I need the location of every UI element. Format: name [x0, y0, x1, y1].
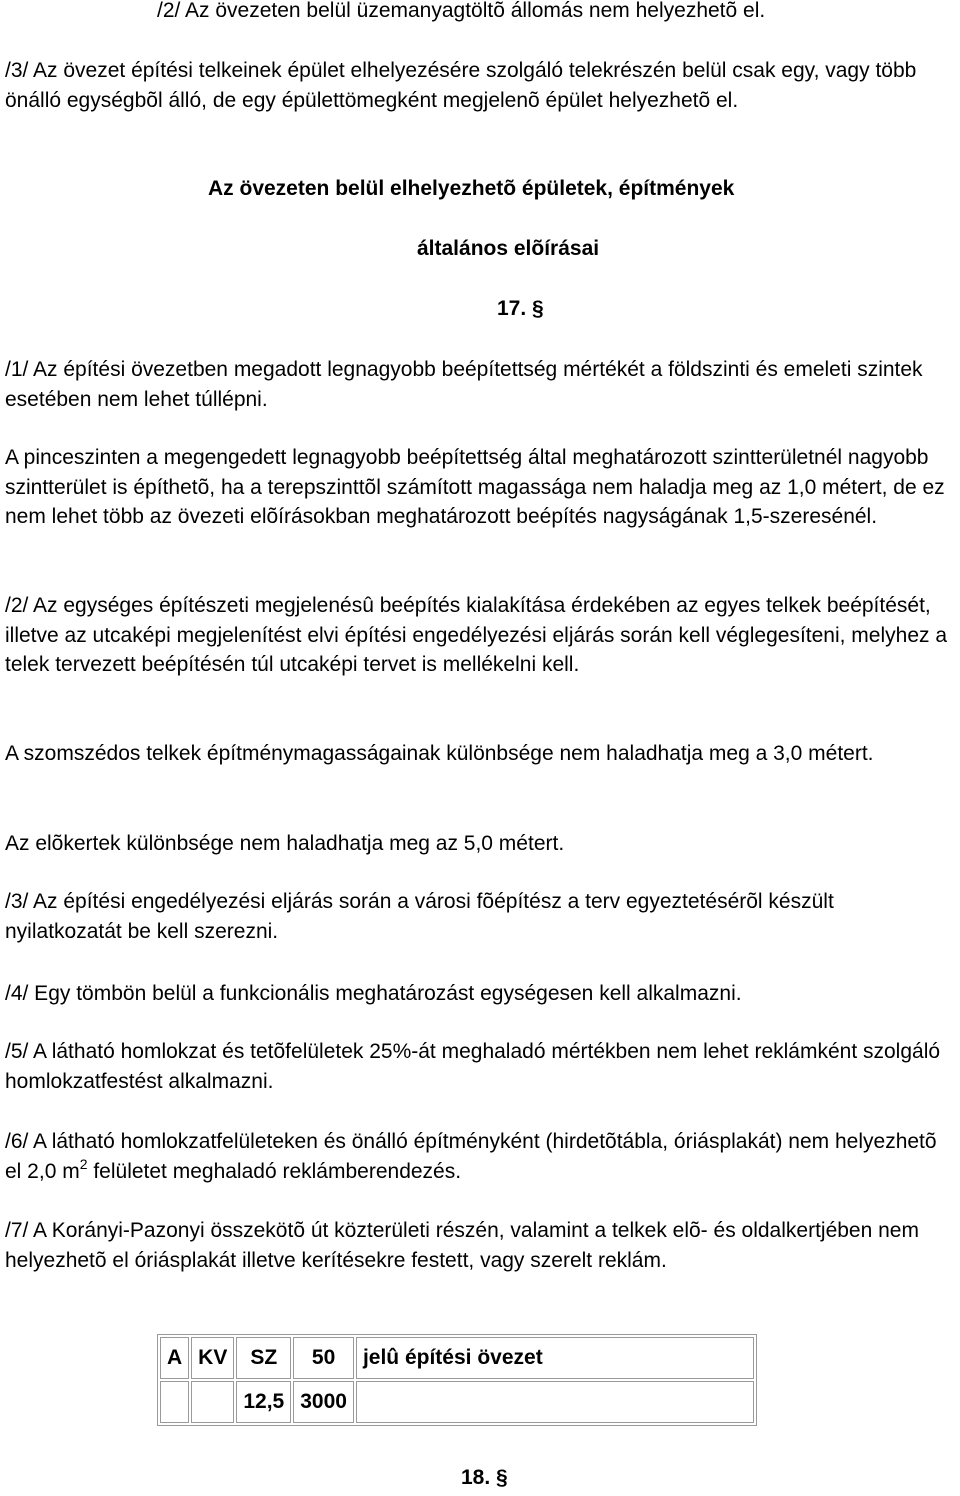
paragraph-prev-2: /2/ Az övezeten belül üzemanyagtöltõ állomás nem helyezhetõ el.: [157, 0, 766, 22]
paragraph-6: [5, 1127, 955, 1186]
zone-cell-sz: SZ: [236, 1337, 291, 1379]
zone-cell-3000: 3000: [293, 1381, 354, 1423]
zone-cell-12-5: 12,5: [236, 1381, 291, 1423]
zone-cell-50: 50: [293, 1337, 354, 1379]
paragraph-2c: Az elõkertek különbsége nem haladhatja meg az 5,0 métert.: [5, 832, 565, 855]
paragraph-2b: A szomszédos telkek építménymagasságainak különbsége nem haladhatja meg a 3,0 métert.: [5, 742, 874, 765]
zone-cell-empty: [356, 1381, 754, 1423]
zone-cell-label: jelû építési övezet: [356, 1337, 754, 1379]
paragraph-6-text: /6/ A látható homlokzatfelületeken és önálló építményként (hirdetõtábla, óriásplakát) nem helyezhetõ el 2,0 m: [5, 1130, 937, 1183]
zone-code-table: [157, 1334, 757, 1426]
paragraph-6-text-end: felületet meghaladó reklámberendezés.: [87, 1159, 462, 1183]
zone-table-row: [160, 1381, 754, 1423]
paragraph-3: /3/ Az építési engedélyezési eljárás során a városi fõépítész a terv egyeztetésérõl készült nyilatkozatát be kell szerezni.: [5, 890, 834, 943]
paragraph-1a: /1/ Az építési övezetben megadott legnagyobb beépítettség mértékét a földszinti és emeleti szintek esetében nem lehet túllépni.: [5, 358, 923, 411]
next-section-number: 18. §: [461, 1466, 508, 1489]
paragraph-5: /5/ A látható homlokzat és tetõfelületek 25%-át meghaladó mértékben nem lehet reklámként szolgáló homlokzatfestést alkalmazni.: [5, 1040, 941, 1093]
zone-cell-empty: [160, 1381, 189, 1423]
section-heading-line1: Az övezeten belül elhelyezhetõ épületek, építmények: [208, 177, 735, 200]
paragraph-2a: /2/ Az egységes építészeti megjelenésû beépítés kialakítása érdekében az egyes telkek beépítését, illetve az utcaképi megjelenítést elvi építési engedélyezési eljárás során kell véglegesíteni, melyhez a telek tervezett beépítésén túl utcaképi tervet is mellékelni kell.: [5, 594, 948, 676]
section-heading-line2: általános elõírásai: [417, 237, 600, 260]
paragraph-4: /4/ Egy tömbön belül a funkcionális meghatározást egységesen kell alkalmazni.: [5, 982, 742, 1005]
superscript-2: 2: [79, 1155, 88, 1172]
paragraph-7: /7/ A Korányi-Pazonyi összekötõ út közterületi részén, valamint a telkek elõ- és oldalkertjében nem helyezhetõ el óriásplakát illetve kerítésekre festett, vagy szerelt reklám.: [5, 1219, 919, 1272]
zone-cell-kv: KV: [191, 1337, 234, 1379]
zone-table-row: [160, 1337, 754, 1379]
paragraph-1b: A pinceszinten a megengedett legnagyobb beépítettség által meghatározott szintterületnél nagyobb szintterület is építhetõ, ha a terepszinttõl számított magassága nem haladja meg az 1,0 métert, de ez nem lehet több az övezeti elõírásokban meghatározott beépítés nagyságának 1,5-szeresénél.: [5, 446, 945, 528]
paragraph-prev-3: /3/ Az övezet építési telkeinek épület elhelyezésére szolgáló telekrészén belül csak egy, vagy több önálló egységbõl álló, de egy épülettömegként megjelenõ épület helyezhetõ el.: [5, 59, 917, 112]
zone-cell-empty: [191, 1381, 234, 1423]
section-number: 17. §: [497, 297, 544, 320]
zone-cell-a: A: [160, 1337, 189, 1379]
